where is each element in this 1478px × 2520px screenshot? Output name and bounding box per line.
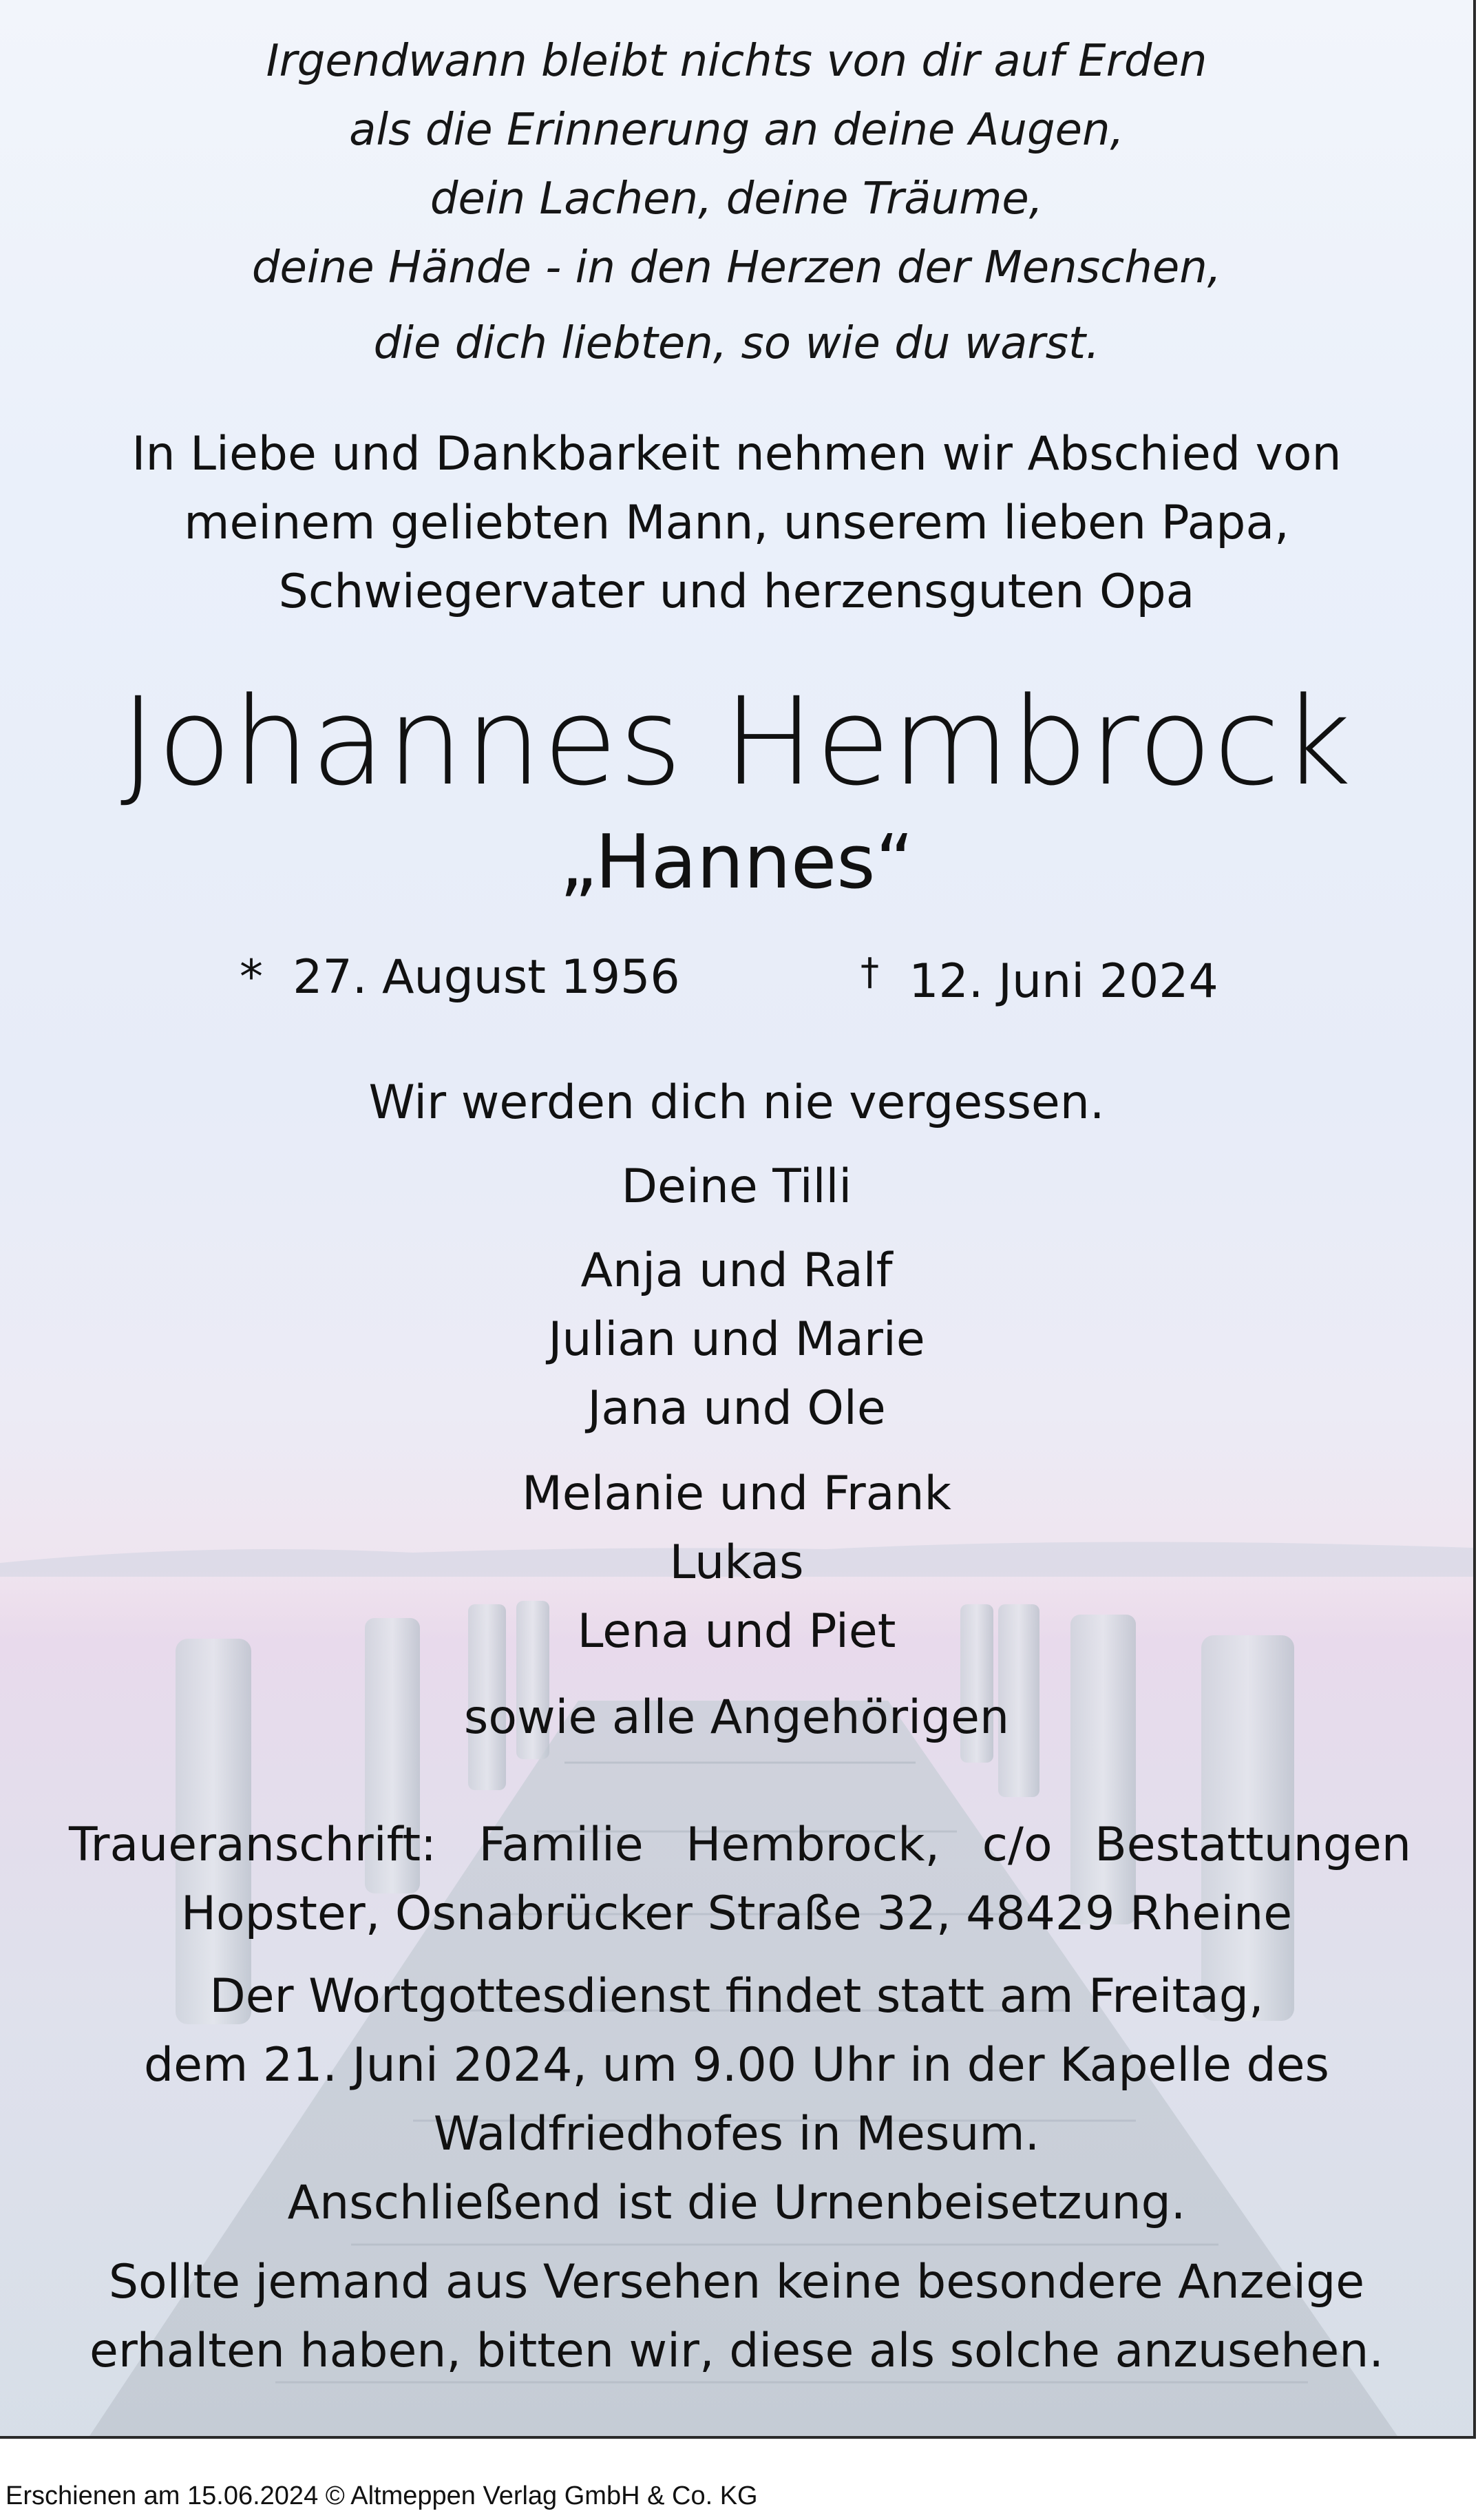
address-word: Familie [478,1818,644,1872]
intro-line: Schwiegervater und herzensguten Opa [278,565,1195,619]
mourner: Julian und Marie [548,1312,925,1367]
birth-date-text: 27. August 1956 [293,950,680,1005]
mourner: Lukas [669,1535,804,1590]
farewell-line: Wir werden dich nie vergessen. [368,1075,1105,1130]
death-date-text: 12. Juni 2024 [909,954,1218,1009]
nickname: „Hannes“ [559,819,914,905]
birth-date [240,950,680,1005]
address-word: Bestattungen [1095,1818,1411,1872]
service-line: dem 21. Juni 2024, um 9.00 Uhr in der Kapelle des [144,2038,1329,2092]
mourner: sowie alle Angehörigen [463,1690,1010,1745]
intro-line: In Liebe und Dankbarkeit nehmen wir Abschied von [131,427,1342,481]
service-line: Waldfriedhofes in Mesum. [433,2107,1040,2161]
mourner: Jana und Ole [587,1381,886,1436]
poem-line: als die Erinnerung an deine Augen, [349,105,1124,156]
poem-line: die dich liebten, so wie du warst. [373,318,1100,369]
service-line: Anschließend ist die Urnenbeisetzung. [287,2176,1186,2230]
address-word: c/o [982,1818,1053,1872]
birth-symbol: * [240,950,263,1005]
address-line-1 [69,1818,1411,1872]
service-line: Der Wortgottesdienst findet statt am Freitag, [209,1969,1264,2024]
mourner: Melanie und Frank [522,1467,951,1521]
mourner: Deine Tilli [621,1159,852,1214]
intro-line: meinem geliebten Mann, unserem lieben Papa, [184,496,1289,550]
poem-line: deine Hände - in den Herzen der Menschen, [251,242,1222,293]
notice-line: erhalten haben, bitten wir, diese als solche anzusehen. [89,2324,1384,2378]
address-line-2: Hopster, Osnabrücker Straße 32, 48429 Rheine [180,1887,1293,1941]
address-word: Hembrock, [686,1818,940,1872]
deceased-name: Johannes Hembrock [120,671,1353,812]
address-word: Traueranschrift: [69,1818,436,1872]
mourner: Anja und Ralf [580,1243,893,1298]
death-date [861,950,1218,1009]
notice-line: Sollte jemand aus Versehen keine besondere Anzeige [108,2255,1365,2309]
mourner: Lena und Piet [577,1604,896,1659]
cross-icon: † [861,950,879,994]
poem-line: Irgendwann bleibt nichts von dir auf Erden [266,36,1207,87]
publication-footer: Erschienen am 15.06.2024 © Altmeppen Verlag GmbH & Co. KG [6,2481,758,2510]
poem-line: dein Lachen, deine Träume, [430,174,1044,224]
